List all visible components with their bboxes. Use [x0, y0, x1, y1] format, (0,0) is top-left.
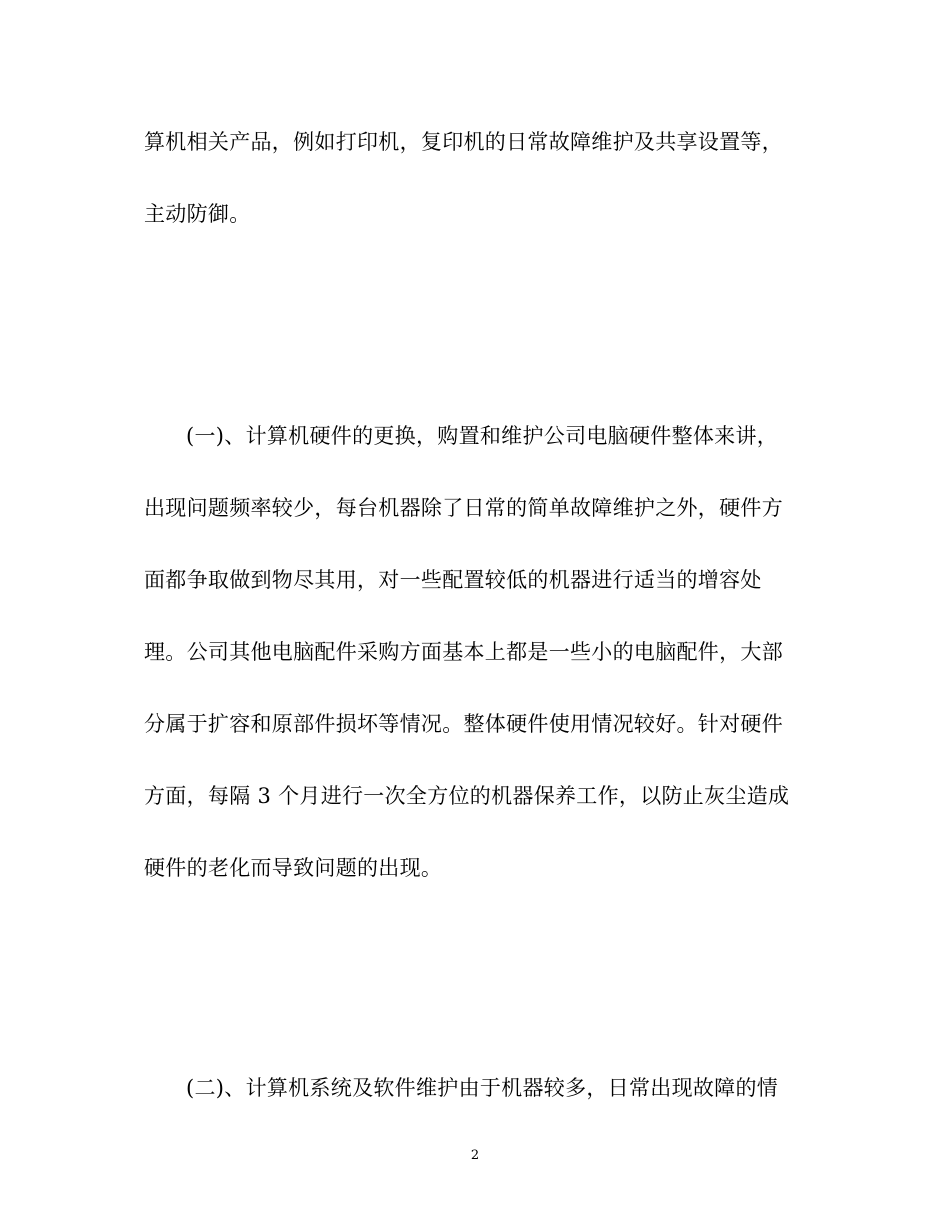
paragraph-software-line-1: (二)、计算机系统及软件维护由于机器较多，日常出现故障的情: [186, 1076, 779, 1100]
paragraph-hardware-line-1: (一)、计算机硬件的更换，购置和维护公司电脑硬件整体来讲，: [186, 424, 779, 448]
paragraph-hardware-line-6: 方面，每隔 3 个月进行一次全方位的机器保养工作，以防止灰尘造成: [144, 784, 790, 808]
paragraph-hardware-line-2: 出现问题频率较少，每台机器除了日常的简单故障维护之外，硬件方: [144, 496, 783, 520]
paragraph-hardware-line-4: 理。公司其他电脑配件采购方面基本上都是一些小的电脑配件，大部: [144, 640, 783, 664]
paragraph-hardware-line-3: 面都争取做到物尽其用，对一些配置较低的机器进行适当的增容处: [144, 568, 762, 592]
page-number: 2: [470, 1148, 480, 1163]
paragraph-intro-line-2: 主动防御。: [144, 202, 251, 226]
paragraph-hardware-line-7: 硬件的老化而导致问题的出现。: [144, 856, 443, 880]
paragraph-intro-line-1: 算机相关产品，例如打印机，复印机的日常故障维护及共享设置等，: [144, 130, 783, 154]
paragraph-hardware-line-5: 分属于扩容和原部件损坏等情况。整体硬件使用情况较好。针对硬件: [144, 712, 783, 736]
